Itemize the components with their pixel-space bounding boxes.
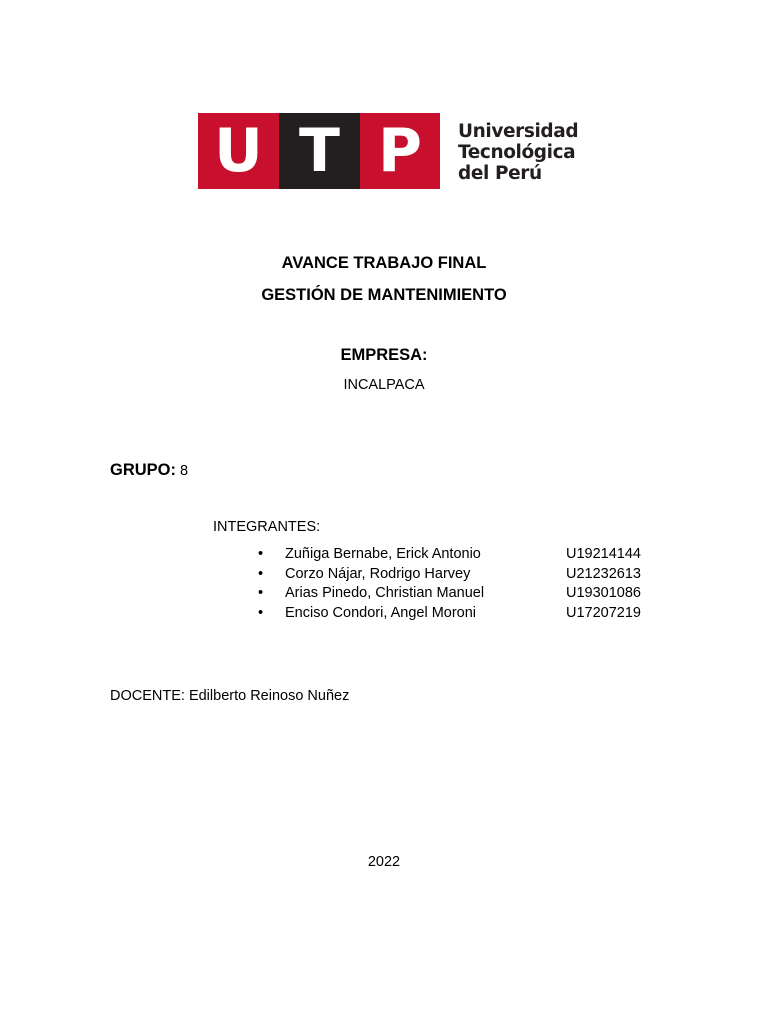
grupo-label: GRUPO: bbox=[110, 461, 176, 479]
member-code: U19301086 bbox=[566, 585, 641, 601]
member-name: Arias Pinedo, Christian Manuel bbox=[285, 585, 485, 601]
course-title: GESTIÓN DE MANTENIMIENTO bbox=[261, 286, 507, 304]
bullet-icon: • bbox=[258, 546, 264, 562]
list-item bbox=[258, 566, 678, 586]
grupo-value: 8 bbox=[180, 463, 189, 479]
bullet-icon: • bbox=[258, 604, 264, 621]
document-title: AVANCE TRABAJO FINAL bbox=[281, 254, 487, 272]
logo-line-3: del Perú bbox=[458, 163, 542, 184]
utp-logo bbox=[198, 113, 578, 189]
logo-line-2: Tecnológica bbox=[458, 142, 576, 163]
year: 2022 bbox=[367, 854, 401, 870]
bullet-icon: • bbox=[258, 565, 264, 582]
list-item bbox=[258, 585, 678, 605]
empresa-value: INCALPACA bbox=[343, 377, 425, 393]
grupo-line bbox=[110, 461, 188, 480]
empresa-label: EMPRESA: bbox=[340, 346, 428, 364]
member-name: Enciso Condori, Angel Moroni bbox=[285, 604, 477, 621]
logo-line-1: Universidad bbox=[458, 121, 579, 142]
docente-line: DOCENTE: Edilberto Reinoso Nuñez bbox=[110, 688, 350, 704]
member-name: Zuñiga Bernabe, Erick Antonio bbox=[285, 546, 481, 562]
members-list bbox=[258, 546, 678, 624]
member-code: U17207219 bbox=[566, 604, 641, 621]
list-item bbox=[258, 605, 678, 625]
list-item bbox=[258, 546, 678, 566]
member-name: Corzo Nájar, Rodrigo Harvey bbox=[285, 565, 471, 582]
logo-letter-u: U bbox=[198, 113, 279, 189]
logo-letter-p: P bbox=[360, 113, 440, 189]
member-code: U21232613 bbox=[566, 565, 641, 582]
integrantes-label: INTEGRANTES: bbox=[213, 519, 321, 535]
member-code: U19214144 bbox=[566, 546, 641, 562]
bullet-icon: • bbox=[258, 585, 264, 601]
logo-letter-t: T bbox=[279, 113, 360, 189]
logo-wordmark bbox=[458, 121, 578, 184]
